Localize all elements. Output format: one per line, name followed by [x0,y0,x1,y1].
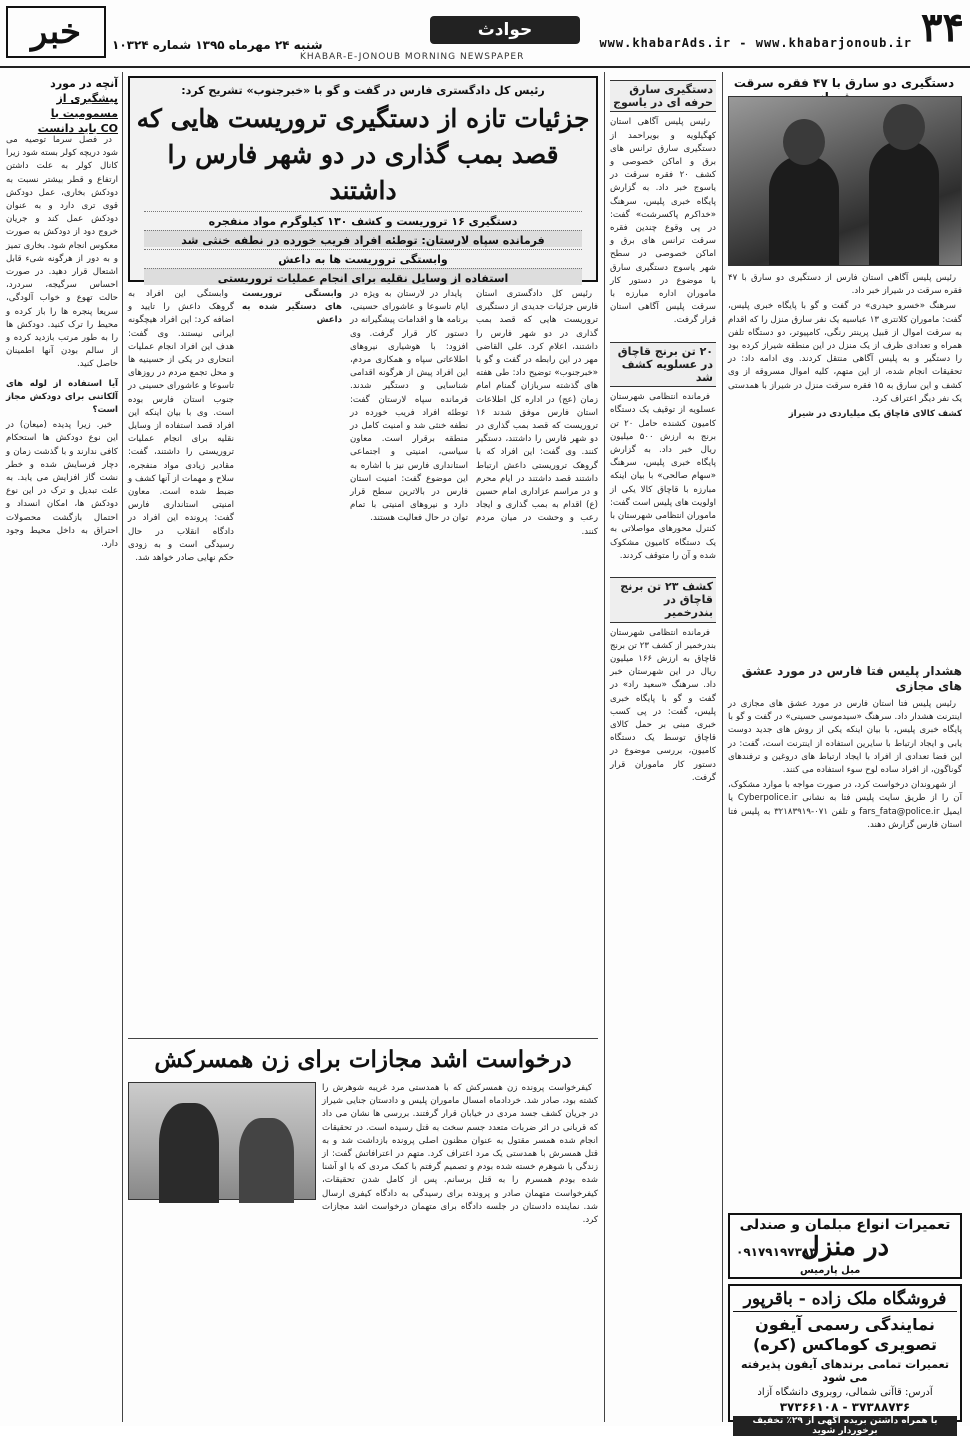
website-url[interactable]: www.khabarAds.ir - www.khabarjonoub.ir [599,36,912,50]
mr-body-1: رئیس پلیس آگاهی استان کهگیلویه و بویراحمد از دستگیری سارق ترانس های برق و اماکن خصوصی و کشف ۲۰ فقره سرقت در یاسوج خبر داد. به گزارش پایگاه خبری پلیس، سرهنگ «خداکرم پاکسرشت» گفت: در پی وقوع چندین فقره سرقت ترانس های برق و اماکن خصوصی در سطح شهر یاسوج دستگیری سارق با موضوع در دستور کار ماموران اداره مبارزه با سرقت پلیس آگاهی استان قرار گرفت. [610,117,716,326]
bottom-story-text: کیفرخواست پرونده زن همسرکش که با همدستی مرد غریبه شوهرش را کشته بود، صادر شد. خردادماه امسال ماموران پلیس و دادستان جنایی شیراز در جریان کشف جسد مردی در خیابان قرار گرفتند. بررسی ها نشان می داد که قربانی در اثر ضربات متعدد جسم سخت به قتل رسیده است. در تحقیقات انجام شده همسر مقتول به عنوان مظنون اصلی پرونده بازداشت شد و به قتل همسرش با همدستی یک مرد اعتراف کرد. متهم در اعترافاتش گفت: از زندگی با شوهرم خسته شده بودم و تصمیم گرفتم با کمک مردی که با او آشنا شده بودم همسرم را به قتل برسانم. پس از کامل شدن تحقیقات، کیفرخواست متهمان صادر و پرونده برای رسیدگی به دادگاه کیفری ارسال شد. نماینده دادستان در جلسه دادگاه برای متهمان درخواست اشد مجازات کرد. [322,1083,598,1226]
mr-title-3b: قاچاق در بندرخمیر [663,593,713,620]
story-separator [128,1038,598,1039]
furniture-ad[interactable] [728,1213,962,1279]
photo-caption: رئیس پلیس آگاهی استان فارس از دستگیری دو سارق با ۴۷ فقره سرقت در شیراز خبر داد. [728,273,962,297]
right-story-text: سرهنگ «خسرو حیدری» در گفت و گو با پایگاه خبری پلیس، گفت: ماموران کلانتری ۱۳ عباسیه یک نفر سارق منزل را که اقدام به سرقت اموال از قبیل پرینتر رنگی، کامپیوتر، دو دستگاه تلفن همراه و تعدادی ظرف از یک منزل در این منطقه شیراز کرده بود را دستگیر و به پلیس آگاهی منتقل کردند. وی ادامه داد: در تحقیقات انجام شده، از این متهم، کلیه اموال مسروقه از وی کشف و این سارق به ۱۵ فقره سرقت منزل در شیراز با همدستی یک نفر دیگر اعتراف کرد. [728,301,962,404]
left-title-line1: آنچه در مورد [50,77,118,90]
bottom-story-body [322,1082,598,1422]
mr-body-2: فرمانده انتظامی شهرستان عسلویه از توقیف یک دستگاه کامیون کشنده حامل ۲۰ تن برنج به ارزش ۵۰۰ میلیون ریال خبر داد. به گزارش پایگاه خبری پلیس، سرهنگ «سهام صالحی» با بیان اینکه مبارزه با قاچاق کالا یکی از اولویت های پلیس است گفت: ماموران انتظامی شهرستان با کنترل محورهای مواصلاتی به یک دستگاه کامیون مشکوک شده و آن را متوقف کردند. [610,392,716,561]
copier-ad-address: آدرس: قاآنی شمالی، روبروی دانشگاه آزاد [757,1387,933,1398]
copier-ad-service: تعمیرات تمامی برندهای آیفون پذیرفته می شود [741,1358,949,1384]
main-inline-subhead: وابستگی تروریست های دستگیر شده به داعش [242,289,342,326]
page-number: ۳۴ [921,4,964,51]
left-subtitle: آیا استفاده از لوله های آلکاتنی برای دودکش مجاز است؟ [6,378,118,416]
mr-title-3a: کشف ۲۳ تن برنج [620,579,713,593]
main-sub-2: فرمانده سپاه لارستان: توطئه افراد فریب خورده در نطفه خنثی شد [144,230,582,247]
masthead-logo: خبر [6,6,106,58]
right-subhead: کشف کالای قاچاق یک میلیاردی در شیراز [788,409,962,420]
copier-ad-store: فروشگاه ملک زاده - باقرپور [733,1289,957,1312]
mr-title-2a: ۲۰ تن برنج قاچاق [617,344,713,358]
left-body-1: در فصل سرما توصیه می شود دریچه کولر بسته شود زیرا کانال کولر به علت داشتن ارتفاع و قطر بیشتر نسبت به دودکش بخاری، عمل دودکش قوی تری دارد و به عنوان دودکش عمل کند و جریان خروج دود از دودکش به صورت معکوس انجام شود. بخاری تمیز و به دور از هرگونه شیء قابل اشتعال قرار دهید. در صورت احساس سرگیجه، سردرد، حالت تهوع و خواب آلودگی، سریعا پنجره ها را باز کرده و محیط را ترک کنید. دودکش ها را به طور مرتب بازدید کرده و از سالم بودن آنها اطمینان حاصل کنید. [6,135,118,370]
section-label: حوادث [430,16,580,44]
main-col2-text: پایدار در لارستان به ویژه در ایام تاسوعا و عاشورای حسینی، برنامه ها و اقدامات پیشگیرانه در دستور کار قرار گرفت. وی افزود: با هوشیاری نیروهای اطلاعاتی سپاه و همکاری مردم، این افراد پیش از هرگونه اقدامی شناسایی و دستگیر شدند. فرمانده سپاه لارستان گفت: توطئه افراد فریب خورده در نطفه خنثی شد و امنیت کامل در منطقه برقرار است. معاون سیاسی، امنیتی و اجتماعی استانداری فارس نیز با اشاره به این موضوع گفت: امنیت استان فارس در بالاترین سطح قرار دارد و نیروهای امنیتی با تمام توان در حال فعالیت هستند. [350,289,468,524]
copier-ad-discount: با همراه داشتن بریده آگهی از ۲۹٪ تخفیف برخوردار شوید [733,1416,957,1436]
left-body-2: خیر. زیرا پدیده (میعان) در این نوع دودکش ها استحکام کافی ندارند و با گذشت زمان و دچار فرسایش شده و خطر نشت گاز افزایش می یابد. به علت تبدیل و ترک در این نوع دودکش ها، امکان انسداد و احتمال بازگشت محصولات احتراق به داخل محیط وجود دارد. [6,420,118,550]
fata-title: هشدار پلیس فتا فارس در مورد عشق های مجازی [741,664,962,693]
mr-title-2b: در عسلویه کشف شد [621,357,713,385]
copier-ad-rep: نمایندگی رسمی آیفون تصویری کوماکس (کره) [752,1315,938,1354]
furniture-ad-phone[interactable]: ۰۹۱۷۹۱۹۷۳۸۳ [736,1245,817,1259]
furniture-ad-name: مبل پارمیس [800,1265,861,1276]
page-header [0,0,970,68]
furniture-ad-line2: در منزل [800,1232,890,1262]
column-divider [122,72,123,1422]
mid-right-column [610,76,716,1422]
mr-body-3: فرمانده انتظامی شهرستان بندرخمیر از کشف ۲۳ تن برنج قاچاق به ارزش ۱۶۶ میلیون ریال در این شهرستان خبر داد. سرهنگ «سعید راد» در گفت و گو با پایگاه خبری پلیس، گفت: در پی کسب خبری مبنی بر حمل کالای قاچاق توسط یک دستگاه کامیون، بررسی موضوع در دستور کار ماموران قرار گرفت. [610,627,716,783]
fata-body: رئیس پلیس فتا استان فارس در مورد عشق های مجازی در اینترنت هشدار داد. سرهنگ «سیدموسی حسینی» در گفت و گو با پایگاه خبری پلیس، با بیان اینکه یکی از روش های جدید دوست یابی و ایجاد ارتباط با سایرین استفاده از اینترنت است، گفت: در این فضا تعدادی از افراد با ایجاد ارتباط های دروغین و ترفندهای گوناگون، از افراد ساده لوح سوء استفاده می کنند. [728,699,962,776]
bottom-headline: درخواست اشد مجازات برای زن همسرکش [154,1046,572,1073]
left-title-line3: CO باید دانست [37,122,118,135]
fata-contact: از شهروندان درخواست کرد، در صورت مواجه با موارد مشکوک، آن را از طریق سایت پلیس فتا به نشانی Cyberpolice.ir یا ایمیل fars_fata@police.ir و تلفن ۰۷۱-۳۲۱۸۳۹۱۹ به پلیس فتا استان فارس گزارش دهند. [728,780,962,830]
left-column-title [6,76,118,136]
mr-title-1a: دستگیری سارق [629,83,713,96]
mr-title-2 [610,342,716,388]
copier-ad[interactable] [728,1284,962,1436]
main-col3-text: وابستگی این افراد به گروهک داعش را تایید و اضافه کرد: این افراد هیچگونه ایرانی نیستند. وی گفت: هدف این افراد انجام عملیات انتحاری در یکی از حسینیه ها و محل تجمع مردم در روزهای تاسوعا و عاشورای حسینی در جنوب استان فارس بوده است. وی با بیان اینکه این افراد قصد استفاده از وسایل نقلیه برای انجام عملیات تروریستی را داشتند، گفت: مقادیر زیادی مواد منفجره، سلاح و مهمات از آنها کشف و ضبط شده است. معاون امنیتی استانداری فارس گفت: پرونده این افراد در دادگاه انقلاب در حال رسیدگی است و به زودی حکم نهایی صادر خواهد شد. [128,289,234,564]
main-story-col-4 [128,288,234,1028]
right-story-title: دستگیری دو سارق با ۴۷ فقره سرقت [733,76,955,90]
main-col1-text: رئیس کل دادگستری استان فارس جزئیات جدیدی از دستگیری تروریست هایی که قصد بمب گذاری در دو شهر فارس را داشتند، اعلام کرد. علی القاضی مهر در این رابطه در گفت و گو با «خبرجنوب» توضیح داد: طی هفته های گذشته سربازان گمنام امام زمان (عج) در اداره کل اطلاعات استان فارس موفق شدند ۱۶ تروریست که قصد بمب گذاری در دو شهر فارس را داشتند، دستگیر کنند. وی گفت: این افراد که با گروهک تروریستی داعش ارتباط داشتند قصد داشتند در ایام محرم و در مراسم عزاداری امام حسین (ع) اقدام به بمب گذاری و ایجاد رعب و وحشت در میان مردم کنند. [476,289,598,537]
suspects-photo [728,96,962,266]
main-sub-3: وابستگی تروریست ها به داعش [144,249,582,266]
copier-ad-phones[interactable]: ۳۷۳۶۶۱۰۸ - ۳۷۳۸۸۷۳۶ [779,1400,911,1414]
left-column-body [6,134,118,1422]
mr-title-3 [610,577,716,623]
column-divider [722,72,723,1422]
fata-warning-box [728,664,962,1204]
main-story-col-2 [350,288,468,1028]
main-sub-1: دستگیری ۱۶ تروریست و کشف ۱۳۰ کیلوگرم مواد منفجره [144,211,582,228]
dateline: شنبه ۲۴ مهرماه ۱۳۹۵ شماره ۱۰۳۲۴ [112,38,323,52]
main-story-col-3 [242,288,342,1028]
main-headline-box [128,76,598,285]
mr-title-1b: حرفه ای در یاسوج [613,96,713,110]
courtroom-photo [128,1082,316,1200]
right-story-body [728,272,962,512]
column-divider [604,72,605,1422]
main-headline: جزئیات تازه از دستگیری تروریست هایی که قصد بمب گذاری در دو شهر فارس را داشتند [136,104,590,205]
main-sub-4: استفاده از وسایل نقلیه برای انجام عملیات تروریستی [144,268,582,285]
english-name: KHABAR-E-JONOUB MORNING NEWSPAPER [300,52,525,62]
main-story-col-1 [476,288,598,1028]
main-kicker: رئیس کل دادگستری فارس در گفت و گو با «خبرجنوب» تشریح کرد: [181,84,545,97]
mr-title-1 [610,80,716,112]
left-title-line2: پیشگیری از مسمومیت با [50,92,118,120]
furniture-ad-line1: تعمیرات انواع مبلمان و صندلی [739,1217,951,1233]
